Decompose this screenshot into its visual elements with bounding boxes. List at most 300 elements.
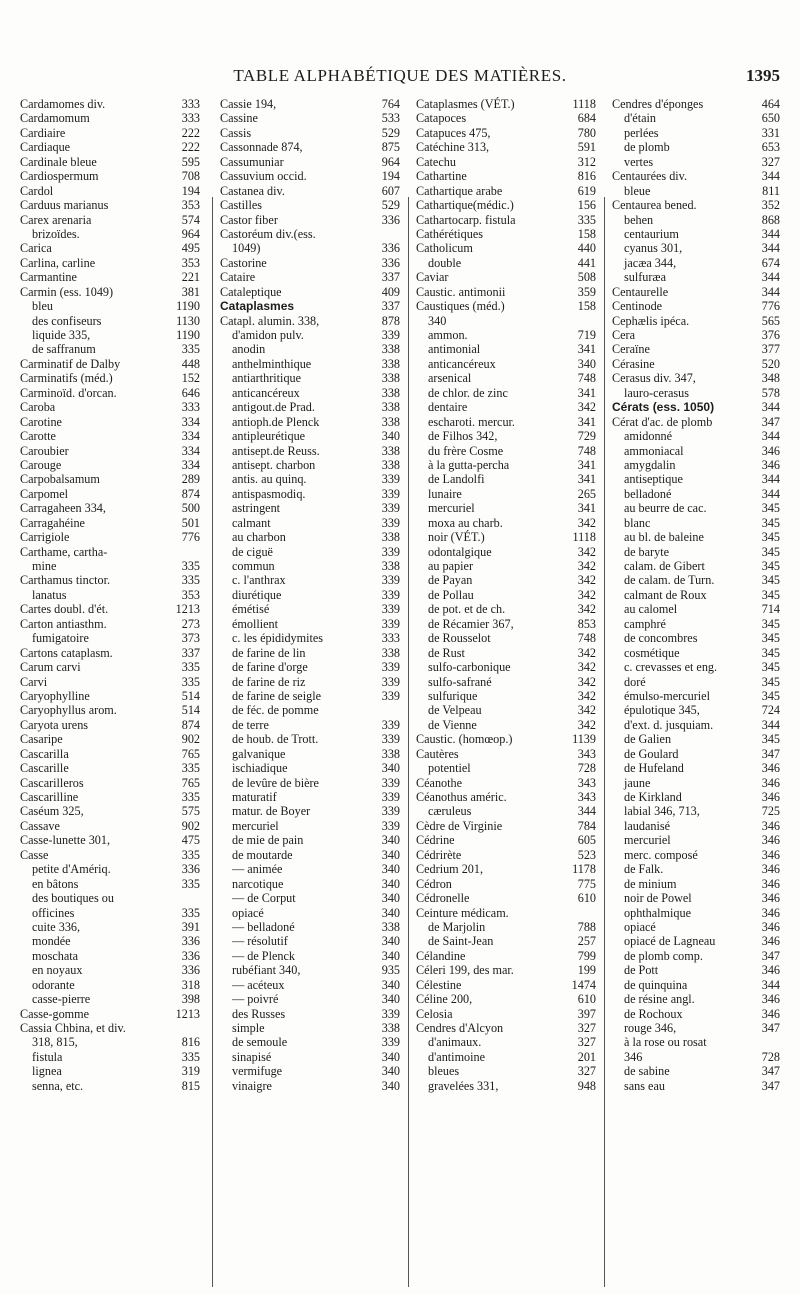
- entry-term: Cardinale bleue: [20, 154, 97, 169]
- index-entry: [612, 602, 780, 616]
- index-entry: [416, 227, 596, 241]
- entry-term: d'antimoine: [428, 1049, 486, 1064]
- entry-page-ref: 221: [181, 270, 200, 285]
- entry-term: galvanique: [232, 746, 286, 761]
- index-entry: [20, 472, 200, 486]
- entry-page-ref: 397: [577, 1006, 596, 1021]
- entry-term: Cautères: [416, 746, 459, 761]
- entry-page-ref: 338: [381, 414, 400, 429]
- entry-term: antigout.de Prad.: [232, 400, 315, 415]
- entry-term: de saffranum: [32, 342, 96, 357]
- entry-page-ref: 345: [761, 501, 780, 516]
- entry-page-ref: 342: [577, 559, 596, 573]
- entry-page-ref: 520: [761, 356, 780, 371]
- entry-page-ref: 344: [761, 717, 780, 732]
- entry-term: en bâtons: [32, 876, 79, 891]
- entry-term: officines: [32, 905, 75, 920]
- entry-page-ref: 1130: [176, 313, 200, 328]
- entry-page-ref: 345: [761, 645, 780, 660]
- entry-term: de Rochoux: [624, 1006, 683, 1021]
- index-entry: [416, 718, 596, 732]
- index-entry: [612, 660, 780, 674]
- entry-term: opiacé: [624, 919, 656, 934]
- index-entry: [220, 804, 400, 818]
- index-entry: [20, 314, 200, 328]
- entry-page-ref: 1213: [175, 1006, 200, 1021]
- entry-term: antispasmodiq.: [232, 486, 306, 501]
- entry-page-ref: 345: [761, 732, 780, 747]
- entry-page-ref: 340: [381, 862, 400, 877]
- entry-term: cæruleus: [428, 804, 472, 819]
- index-entry: [612, 1007, 780, 1021]
- entry-term: Catapoces: [416, 111, 467, 126]
- entry-term: Cathérétiques: [416, 226, 484, 241]
- entry-term: au beurre de cac.: [624, 501, 707, 516]
- entry-term: Carragahéine: [20, 515, 85, 530]
- entry-term: au charbon: [232, 530, 286, 545]
- entry-term: de chlor. de zinc: [428, 385, 508, 400]
- entry-page-ref: 265: [577, 486, 596, 501]
- entry-term: Cédron: [416, 876, 452, 891]
- entry-page-ref: 1474: [571, 977, 596, 992]
- entry-page-ref: 501: [181, 515, 200, 530]
- index-entry: [416, 776, 596, 790]
- entry-term: de houb. de Trott.: [232, 732, 319, 747]
- entry-term: anticancéreux: [428, 356, 496, 371]
- entry-term: sulfo-carbonique: [428, 660, 511, 675]
- entry-term: ammoniacal: [624, 443, 684, 458]
- entry-page-ref: 799: [577, 948, 596, 963]
- entry-term: Carminoïd. d'orcan.: [20, 385, 117, 400]
- entry-page-ref: 346: [761, 934, 780, 949]
- entry-page-ref: 339: [381, 501, 400, 516]
- entry-term: Cardiaire: [20, 125, 66, 140]
- index-entry: [612, 675, 780, 689]
- entry-term: Caryophyllus arom.: [20, 703, 117, 718]
- index-entry: [20, 227, 200, 241]
- entry-page-ref: 346: [761, 775, 780, 790]
- entry-term: anticancéreux: [232, 385, 300, 400]
- entry-term: Celosia: [416, 1006, 453, 1021]
- entry-term: mine: [32, 559, 57, 573]
- index-entry: [20, 819, 200, 833]
- entry-page-ref: 646: [181, 385, 200, 400]
- entry-page-ref: 339: [381, 472, 400, 487]
- index-entry: [220, 415, 400, 429]
- entry-term: Centinode: [612, 299, 663, 314]
- index-entry: [220, 906, 400, 920]
- index-entry: [416, 1021, 596, 1035]
- index-entry: [416, 963, 596, 977]
- index-entry: [416, 978, 596, 992]
- index-entry: [416, 472, 596, 486]
- entry-page-ref: 591: [577, 140, 596, 155]
- entry-page-ref: 340: [381, 1064, 400, 1079]
- index-entry: [20, 848, 200, 862]
- entry-term: double: [428, 255, 462, 270]
- entry-page-ref: 341: [577, 342, 596, 357]
- entry-term: fumigatoire: [32, 631, 89, 646]
- index-entry: [220, 256, 400, 270]
- index-entry: [416, 429, 596, 443]
- index-entry: [220, 891, 400, 905]
- index-entry: [612, 140, 780, 154]
- entry-term: ammon.: [428, 328, 468, 342]
- entry-page-ref: 874: [181, 717, 200, 732]
- index-entry: [20, 675, 200, 689]
- entry-term: Cassie 194,: [220, 97, 277, 111]
- entry-term: moxa au charb.: [428, 515, 503, 530]
- index-entry: [612, 256, 780, 270]
- index-entry: [20, 992, 200, 1006]
- entry-page-ref: 523: [577, 847, 596, 862]
- entry-term: Carthamus tinctor.: [20, 573, 111, 588]
- entry-page-ref: 475: [181, 833, 200, 848]
- index-entry: [220, 314, 400, 328]
- index-entry: [220, 198, 400, 212]
- index-entry: [612, 545, 780, 559]
- entry-term: de Pott: [624, 963, 659, 978]
- entry-page-ref: 765: [181, 775, 200, 790]
- entry-page-ref: 345: [761, 544, 780, 559]
- index-column-4: [612, 97, 780, 1093]
- entry-page-ref: 156: [577, 198, 596, 213]
- entry-page-ref: 728: [577, 761, 596, 776]
- entry-page-ref: 353: [181, 587, 200, 602]
- index-entry: [220, 342, 400, 356]
- entry-term: calmant: [232, 515, 271, 530]
- entry-page-ref: 339: [381, 573, 400, 588]
- entry-term: de Pollau: [428, 587, 474, 602]
- index-entry: [220, 761, 400, 775]
- entry-term: c. les épididymites: [232, 631, 324, 646]
- index-entry: [220, 978, 400, 992]
- index-entry: [20, 949, 200, 963]
- index-entry: [20, 978, 200, 992]
- entry-term: Carton antiasthm.: [20, 616, 107, 631]
- entry-page-ref: 765: [181, 746, 200, 761]
- index-entry: [416, 415, 596, 429]
- entry-term: camphré: [624, 616, 666, 631]
- entry-page-ref: 346: [761, 992, 780, 1007]
- entry-term: opiacé: [232, 905, 264, 920]
- entry-term: de mie de pain: [232, 833, 304, 848]
- entry-term: antimonial: [428, 342, 481, 357]
- entry-page-ref: 811: [762, 183, 780, 198]
- page-number: 1395: [746, 66, 780, 85]
- index-entry: [416, 920, 596, 934]
- index-entry: [612, 270, 780, 284]
- index-entry: [20, 371, 200, 385]
- entry-page-ref: 816: [577, 169, 596, 184]
- index-entry: [612, 184, 780, 198]
- index-entry: [612, 790, 780, 804]
- entry-page-ref: 340: [577, 356, 596, 371]
- entry-term: mercuriel: [428, 501, 475, 516]
- entry-term: laudanisé: [624, 818, 671, 833]
- entry-page-ref: 344: [761, 241, 780, 256]
- entry-page-ref: 935: [381, 963, 400, 978]
- index-entry: [416, 155, 596, 169]
- index-entry: [612, 357, 780, 371]
- index-entry: [220, 241, 400, 255]
- entry-page-ref: 194: [181, 183, 200, 198]
- entry-term: Cardol: [20, 183, 54, 198]
- entry-page-ref: 345: [761, 674, 780, 689]
- index-entry: [20, 357, 200, 371]
- entry-page-ref: 335: [181, 674, 200, 689]
- entry-page-ref: 343: [577, 790, 596, 804]
- index-entry: [20, 198, 200, 212]
- index-entry: [220, 472, 400, 486]
- entry-term: Carthame, cartha-: [20, 544, 108, 559]
- entry-page-ref: 342: [577, 717, 596, 732]
- entry-page-ref: 339: [381, 1035, 400, 1050]
- entry-term: lanatus: [32, 587, 67, 602]
- index-entry: [20, 1079, 200, 1093]
- entry-page-ref: 816: [181, 1035, 200, 1050]
- index-entry: [220, 227, 400, 241]
- index-entry: [416, 1035, 596, 1049]
- entry-term: Carrigiole: [20, 530, 70, 545]
- entry-page-ref: 345: [761, 616, 780, 631]
- entry-term: Centaurelle: [612, 284, 669, 299]
- entry-page-ref: 339: [381, 688, 400, 703]
- index-entry: [20, 660, 200, 674]
- entry-page-ref: 333: [181, 111, 200, 126]
- entry-term: Cassis: [220, 125, 252, 140]
- entry-term: antisept.de Reuss.: [232, 443, 320, 458]
- entry-term: fistula: [32, 1049, 63, 1064]
- entry-page-ref: 336: [181, 963, 200, 978]
- entry-term: Cerasus div. 347,: [612, 371, 696, 386]
- entry-page-ref: 347: [761, 1064, 780, 1079]
- entry-page-ref: 346: [761, 862, 780, 877]
- entry-page-ref: 775: [577, 876, 596, 891]
- entry-page-ref: 339: [381, 1006, 400, 1021]
- entry-term: c. l'anthrax: [232, 573, 286, 588]
- entry-term: amidonné: [624, 429, 673, 444]
- index-entry: [220, 819, 400, 833]
- index-entry: [416, 256, 596, 270]
- entry-page-ref: 352: [761, 198, 780, 213]
- entry-page-ref: 333: [181, 97, 200, 111]
- entry-term: Cataire: [220, 270, 256, 285]
- entry-page-ref: 339: [381, 515, 400, 530]
- entry-term: commun: [232, 559, 275, 573]
- index-entry: [416, 588, 596, 602]
- entry-term: simple: [232, 1021, 265, 1035]
- entry-term: Cathartine: [416, 169, 467, 184]
- entry-page-ref: 346: [761, 963, 780, 978]
- entry-page-ref: 776: [181, 530, 200, 545]
- entry-term: de baryte: [624, 544, 670, 559]
- entry-page-ref: 346: [761, 457, 780, 472]
- entry-page-ref: 331: [761, 125, 780, 140]
- index-entry: [416, 848, 596, 862]
- entry-page-ref: 339: [381, 587, 400, 602]
- entry-page-ref: 719: [577, 328, 596, 342]
- index-entry: [416, 732, 596, 746]
- entry-page-ref: 729: [577, 429, 596, 444]
- entry-page-ref: 222: [181, 140, 200, 155]
- entry-page-ref: 575: [181, 804, 200, 819]
- entry-term: de Kirkland: [624, 790, 682, 804]
- entry-page-ref: 333: [181, 400, 200, 415]
- index-entry: [220, 1007, 400, 1021]
- entry-term: brizoïdes.: [32, 226, 80, 241]
- entry-term: de ciguë: [232, 544, 273, 559]
- index-entry: [612, 949, 780, 963]
- index-entry: [20, 776, 200, 790]
- entry-term: vinaigre: [232, 1078, 272, 1093]
- entry-page-ref: 853: [577, 616, 596, 631]
- index-entry: [416, 631, 596, 645]
- index-entry: [220, 559, 400, 573]
- index-entry: [20, 444, 200, 458]
- entry-page-ref: 335: [181, 876, 200, 891]
- entry-page-ref: 341: [577, 472, 596, 487]
- index-entry: [612, 458, 780, 472]
- entry-page-ref: 764: [381, 97, 400, 111]
- index-entry: [20, 501, 200, 515]
- index-entry: [612, 155, 780, 169]
- index-entry: [220, 140, 400, 154]
- entry-term: de Récamier 367,: [428, 616, 514, 631]
- entry-term: antipleurétique: [232, 429, 306, 444]
- index-entry: [220, 718, 400, 732]
- entry-term: lauro-cerasus: [624, 385, 689, 400]
- entry-term: Cassave: [20, 818, 60, 833]
- entry-term: Cassuvium occid.: [220, 169, 307, 184]
- entry-page-ref: 565: [761, 313, 780, 328]
- entry-page-ref: 338: [381, 457, 400, 472]
- index-entry: [416, 675, 596, 689]
- index-entry: [612, 617, 780, 631]
- entry-page-ref: 341: [577, 385, 596, 400]
- index-entry: [220, 963, 400, 977]
- entry-page-ref: 346: [761, 919, 780, 934]
- entry-page-ref: 344: [761, 486, 780, 501]
- entry-term: des confiseurs: [32, 313, 102, 328]
- entry-page-ref: 339: [381, 486, 400, 501]
- entry-term: narcotique: [232, 876, 284, 891]
- entry-page-ref: 340: [381, 761, 400, 776]
- entry-term: de Galien: [624, 732, 672, 747]
- entry-page-ref: 327: [577, 1021, 596, 1035]
- index-entry: [20, 891, 200, 905]
- index-entry: [20, 111, 200, 125]
- entry-term: Cardiaque: [20, 140, 71, 155]
- entry-term: de Marjolin: [428, 919, 486, 934]
- entry-term: au calomel: [624, 602, 678, 617]
- entry-page-ref: 345: [761, 559, 780, 573]
- entry-page-ref: 340: [381, 876, 400, 891]
- entry-page-ref: 346: [761, 1006, 780, 1021]
- index-entry: [20, 588, 200, 602]
- index-entry: [416, 213, 596, 227]
- entry-page-ref: 653: [761, 140, 780, 155]
- entry-term: 340: [428, 313, 447, 328]
- entry-page-ref: 338: [381, 342, 400, 357]
- entry-term: de pot. et de ch.: [428, 602, 506, 617]
- entry-page-ref: 327: [577, 1064, 596, 1079]
- entry-page-ref: 340: [381, 948, 400, 963]
- entry-term: Cascarilla: [20, 746, 69, 761]
- entry-term: Caryota urens: [20, 717, 89, 732]
- entry-term: de Rousselot: [428, 631, 491, 646]
- index-entry: [416, 559, 596, 573]
- entry-page-ref: 1178: [572, 862, 596, 877]
- index-entry: [612, 631, 780, 645]
- index-entry: [416, 992, 596, 1006]
- entry-page-ref: 815: [181, 1078, 200, 1093]
- entry-term: potentiel: [428, 761, 471, 776]
- index-entry: [220, 545, 400, 559]
- entry-term: Caustic. (homœop.): [416, 732, 513, 747]
- entry-page-ref: 334: [181, 443, 200, 458]
- entry-page-ref: 338: [381, 530, 400, 545]
- entry-term: Cascarille: [20, 761, 69, 776]
- index-entry: [612, 920, 780, 934]
- entry-page-ref: 373: [181, 631, 200, 646]
- entry-page-ref: 340: [381, 934, 400, 949]
- entry-page-ref: 347: [761, 948, 780, 963]
- entry-page-ref: 338: [381, 371, 400, 386]
- index-entry: [612, 877, 780, 891]
- entry-term: — poivré: [232, 992, 279, 1007]
- index-entry: [416, 198, 596, 212]
- entry-term: des Russes: [232, 1006, 286, 1021]
- entry-term: Casse-lunette 301,: [20, 833, 111, 848]
- entry-term: de Payan: [428, 573, 473, 588]
- page-title: TABLE ALPHABÉTIQUE DES MATIÈRES.: [233, 66, 567, 85]
- entry-page-ref: 340: [381, 905, 400, 920]
- entry-term: Castoréum div.(ess.: [220, 226, 316, 241]
- entry-page-ref: 152: [181, 371, 200, 386]
- entry-term: Carotte: [20, 429, 56, 444]
- index-entry: [220, 675, 400, 689]
- index-entry: [20, 415, 200, 429]
- index-entry: [416, 400, 596, 414]
- entry-page-ref: 344: [761, 977, 780, 992]
- index-entry: [612, 992, 780, 1006]
- entry-page-ref: 289: [181, 472, 200, 487]
- index-entry: [220, 992, 400, 1006]
- index-entry: [220, 126, 400, 140]
- index-entry: [612, 429, 780, 443]
- entry-page-ref: 902: [181, 732, 200, 747]
- index-entry: [20, 299, 200, 313]
- entry-page-ref: 201: [577, 1049, 596, 1064]
- entry-page-ref: 339: [381, 328, 400, 342]
- entry-page-ref: 344: [761, 270, 780, 285]
- index-entry: [220, 530, 400, 544]
- index-entry: [612, 530, 780, 544]
- entry-term: antisept. charbon: [232, 457, 316, 472]
- index-entry: [416, 371, 596, 385]
- entry-page-ref: 336: [181, 948, 200, 963]
- entry-page-ref: 335: [181, 559, 200, 573]
- index-entry: [416, 342, 596, 356]
- entry-page-ref: 335: [181, 905, 200, 920]
- index-entry: [416, 530, 596, 544]
- entry-page-ref: 257: [577, 934, 596, 949]
- entry-page-ref: 327: [577, 1035, 596, 1050]
- index-entry: [612, 718, 780, 732]
- entry-term: émulso-mercuriel: [624, 688, 710, 703]
- entry-page-ref: 610: [577, 992, 596, 1007]
